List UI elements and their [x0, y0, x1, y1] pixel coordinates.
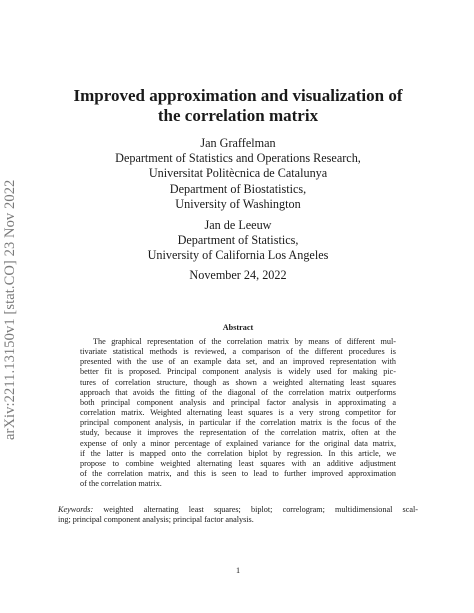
author-block-graffelman: [58, 136, 418, 212]
abstract-line: The graphical representation of the correlation matrix by means of different mul-: [93, 337, 396, 346]
abstract-line: expense of only a minor percentage of explained variance for the original data matrix,: [80, 438, 396, 448]
abstract-body: [80, 337, 396, 489]
keywords-label: Keywords:: [58, 505, 94, 514]
keywords-line: [58, 505, 418, 515]
abstract-line: of the correlation matrix, and this is seen to lead to further improved approximation: [80, 469, 396, 479]
author-affiliation: Department of Statistics,: [177, 233, 299, 248]
abstract-line: tivariate statistical methods is reviewed, a comparison of the different procedures is: [80, 347, 396, 357]
page-number: 1: [235, 566, 241, 575]
author-affiliation: University of Washington: [175, 196, 301, 211]
author-name: Jan Graffelman: [200, 136, 276, 150]
publication-date: November 24, 2022: [189, 268, 287, 282]
abstract-line: approach that avoids the fitting of the diagonal of the correlation matrix outperforms: [80, 387, 396, 397]
abstract-line: presented with the use of an example data set, and an improved representation with: [80, 357, 396, 367]
author-name: Jan de Leeuw: [204, 218, 272, 232]
paper-title: [58, 86, 418, 125]
abstract-line: correlation matrix. Weighted alternating least squares is a very strong competitor for: [80, 408, 396, 418]
author-affiliation: Department of Biostatistics,: [169, 181, 307, 196]
abstract-line: if the latter is mapped onto the correlation biplot by regression. In this article, we: [80, 448, 396, 458]
title-line: Improved approximation and visualization of: [73, 86, 403, 105]
keywords-line: ing; principal component analysis; principal factor analysis.: [58, 515, 254, 525]
title-line: the correlation matrix: [157, 105, 319, 125]
abstract-line: propose to combine weighted alternating least squares with an additive adjustment: [80, 458, 396, 468]
abstract-line: better fit is proposed. Principal component analysis is widely used for making pic-: [80, 367, 396, 377]
abstract-line: of the correlation matrix.: [80, 479, 162, 489]
abstract-line: study, because it improves the representation of the correlation matrix, often at the: [80, 428, 396, 438]
keywords-text: weighted alternating least squares; biplot; correlogram; multidimensional scal-: [93, 505, 418, 514]
author-affiliation: University of California Los Angeles: [147, 248, 329, 263]
abstract-heading: Abstract: [222, 323, 254, 332]
arxiv-identifier: arXiv:2211.13150v1 [stat.CO] 23 Nov 2022: [2, 179, 18, 441]
author-block-de-leeuw: [58, 218, 418, 264]
abstract-line: both principal component analysis and principal factor analysis in approximating a: [80, 397, 396, 407]
keywords-section: [58, 505, 418, 525]
abstract-line: principal component analysis, in particular if the correlation matrix is the focus of the: [80, 418, 396, 428]
author-affiliation: Department of Statistics and Operations Research,: [115, 151, 361, 166]
abstract-line: tures of correlation structure, though as shown a weighted alternating least squares: [80, 377, 396, 387]
author-affiliation: Universitat Politècnica de Catalunya: [148, 166, 328, 181]
